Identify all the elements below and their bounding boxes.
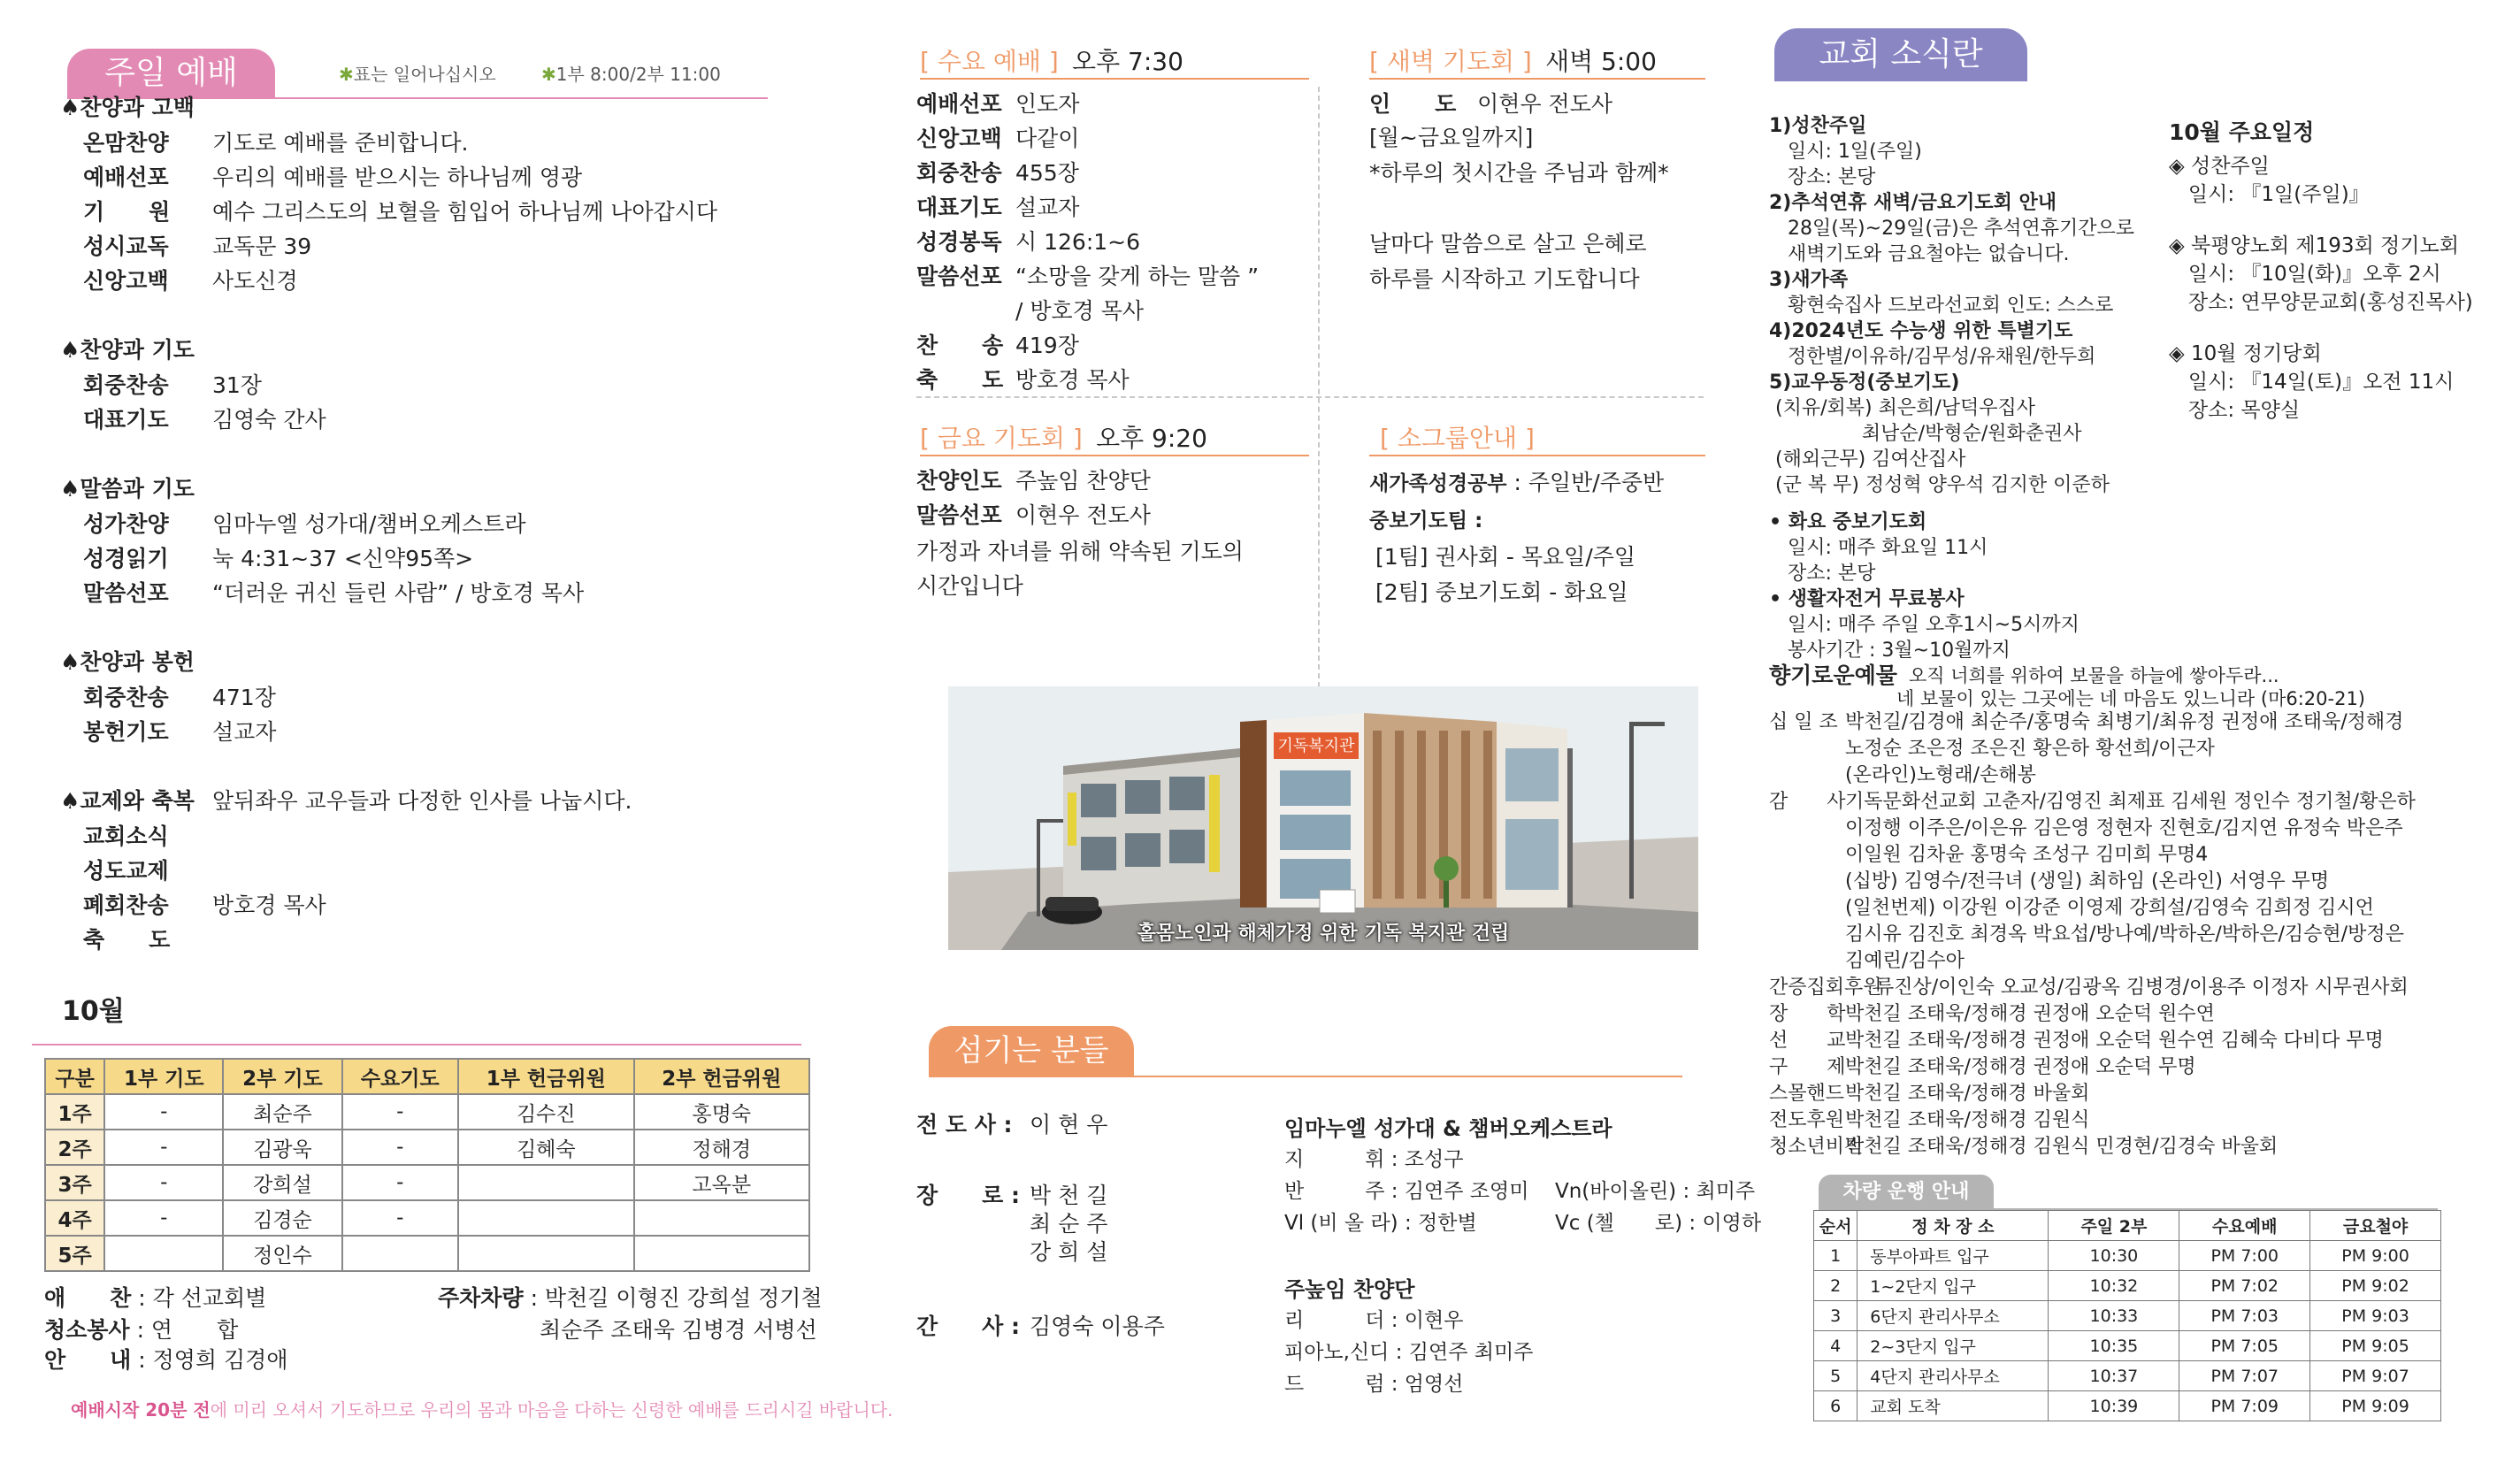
offering-names: (일천번제) 이강원 이강준 이영제 강희설/김영숙 김희정 김시언 [1845,897,2374,919]
car-header-cell: 금요철야 [2310,1211,2441,1241]
duty-cell: 김혜숙 [458,1130,633,1165]
sunday-section-head: ♠교제와 축복 [60,788,195,814]
news-text: 28일(목)~29일(금)은 추석연휴기간으로 [1769,218,2135,240]
wednesday-item-value: 455장 [1015,160,1079,186]
duty-header-cell: 1부 헌금위원 [458,1059,633,1094]
offering-names: 박천길 조태욱/정해경 권정애 오순덕 무명 [1845,1056,2196,1078]
offering-category: 선 교 [1769,1030,1846,1052]
offering-title: 향기로운예물 [1769,663,1897,688]
friday-item-label: 말씀선포 [916,502,1002,528]
friday-item-value: 이현우 전도사 [1015,502,1151,528]
car-cell: PM 7:09 [2179,1391,2310,1421]
offering-names: 류진상/이인숙 오교성/김광옥 김병경/이용주 이정자 시무권사회 [1875,977,2409,999]
duty-cell: - [104,1130,223,1165]
sunday-item-label: 성가찬양 [83,511,169,537]
news-heading: 3)새가족 [1769,269,1849,291]
news-line [1769,216,2134,242]
schedule-item-title: ◈ 10월 정기당회 [2169,342,2322,365]
sunday-item-label: 폐회찬송 [83,892,169,918]
car-cell: 2 [1814,1271,1857,1301]
duty-week-cell: 4주 [45,1200,104,1236]
sunday-item-value: 방호경 목사 [212,892,326,918]
news-line [1769,318,2072,345]
sunday-item-value: 기도로 예배를 준비합니다. [212,130,469,156]
car-cell: 10:39 [2049,1391,2179,1421]
car-cell: PM 9:03 [2310,1301,2441,1331]
wednesday-item-label: 찬 송 [916,333,1004,358]
car-cell: 1 [1814,1241,1857,1271]
offering-names: (온라인)노형래/손해봉 [1845,764,2036,786]
duty-rule [32,1044,801,1046]
duty-cell: - [342,1094,459,1130]
duty-table [44,1058,810,1272]
duty-footer: 예배시작 20분 전에 미리 오셔서 기도하므로 우리의 몸과 마음을 다하는 신령한 예배를 드리시길 바랍니다. [71,1399,893,1421]
sunday-item-label: 교회소식 [83,823,169,849]
dawn-note: [월~금요일까지] [1369,125,1534,150]
duty-cell [458,1165,633,1200]
sunday-section-note: 앞뒤좌우 교우들과 다정한 인사를 나눕시다. [212,788,632,814]
sunday-item-label: 회중찬송 [83,685,169,710]
offering-verse-1: 오직 너희를 위하여 보물을 하늘에 쌓아두라... [1909,665,2279,686]
wednesday-item-label: 축 도 [916,367,1004,393]
news-heading: • 생활자전거 무료봉사 [1769,588,1965,610]
duty-month: 10월 [50,994,137,1030]
car-cell: PM 9:02 [2310,1271,2441,1301]
sunday-section-head: ♠말씀과 기도 [60,476,195,502]
duty-week-cell: 2주 [45,1130,104,1165]
car-cell: PM 9:09 [2310,1391,2441,1421]
news-heading: 2)추석연휴 새벽/금요기도회 안내 [1769,192,2057,214]
duty-row [45,1130,809,1165]
wednesday-item-value: 인도자 [1015,91,1080,117]
offering-category: 장 학 [1769,1003,1846,1025]
news-text: 봉사기간 : 3월~10월까지 [1769,640,2011,662]
news-line [1769,561,1875,587]
car-tab: 차량 운행 안내 [1819,1175,1994,1210]
car-cell: PM 9:07 [2310,1361,2441,1391]
car-cell: PM 9:05 [2310,1331,2441,1361]
building-caption: 홀몸노인과 해체가정 위한 기독 복지관 건립 [1137,923,1510,945]
car-row [1814,1271,2441,1301]
car-cell: 2~3단지 입구 [1857,1331,2049,1361]
sunday-section-head: ♠찬양과 봉헌 [60,649,195,675]
servant-role: 장 로 : [916,1183,1021,1208]
wednesday-item-label: 말씀선포 [916,264,1002,289]
duty-cell: - [104,1200,223,1236]
schedule-item-title: ◈ 북평양노회 제193회 정기노회 [2169,234,2459,257]
car-cell: 10:30 [2049,1241,2179,1271]
news-line [1769,139,1922,165]
duty-cell: 홍명숙 [634,1094,810,1130]
car-header-cell: 주일 2부 [2049,1211,2179,1241]
offering-category: 감 사 [1769,791,1846,813]
car-cell: 동부아파트 입구 [1857,1241,2049,1271]
news-line [1769,612,2080,639]
car-cell: PM 7:02 [2179,1271,2310,1301]
sunday-item-label: 신앙고백 [83,268,169,294]
car-cell: 10:35 [2049,1331,2179,1361]
car-cell: 5 [1814,1361,1857,1391]
friday-item-value: 주높임 찬양단 [1015,468,1151,494]
news-text: 최남순/박형순/원화춘권사 [1769,423,2082,445]
car-row [1814,1301,2441,1331]
schedule-item-title: ◈ 성찬주일 [2169,155,2270,178]
friday-rule [920,455,1309,456]
choir-member: 반 주 : 김연주 조영미 [1284,1180,1529,1203]
choir-member: 지 휘 : 조성구 [1284,1148,1464,1171]
duty-cell [342,1236,459,1271]
news-text: 새벽기도와 금요철야는 없습니다. [1769,243,2070,265]
building-illustration [948,686,1698,950]
duty-cell [458,1236,633,1271]
news-line [1769,535,1988,562]
servant-name: 강 희 설 [1030,1239,1108,1265]
sunday-item-label: 성경읽기 [83,546,169,571]
car-cell: 10:33 [2049,1301,2179,1331]
duty-header-cell: 2부 기도 [223,1059,341,1094]
news-heading: 4)2024년도 수능생 위한 특별기도 [1769,320,2073,342]
car-cell: 3 [1814,1301,1857,1331]
car-cell: 10:37 [2049,1361,2179,1391]
servants-rule [929,1076,1682,1077]
sunday-item-label: 예배선포 [83,165,169,190]
duty-header-cell: 1부 기도 [104,1059,223,1094]
offering-verse-2: 네 보물이 있는 그곳에는 네 마음도 있느니라 (마6:20-21) [1896,688,2366,709]
news-text: 황현숙집사 드보라선교회 인도: 스스로 [1769,295,2114,317]
car-header-cell: 수요예배 [2179,1211,2310,1241]
duty-clean: 청소봉사 : 연 합 [44,1317,239,1343]
sunday-item-label: 기 원 [83,199,171,225]
car-cell: 4 [1814,1331,1857,1361]
sunday-item-value: 471장 [212,685,276,710]
servant-name: 이 현 우 [1030,1112,1108,1137]
wednesday-item-label: 회중찬송 [916,160,1002,186]
duty-week-cell: 5주 [45,1236,104,1271]
car-row [1814,1241,2441,1271]
duty-cell: - [342,1165,459,1200]
wednesday-item-label: 대표기도 [916,195,1002,220]
car-header-cell: 정 차 장 소 [1857,1211,2049,1241]
offering-category: 스몰핸드 [1769,1083,1845,1105]
dawn-note: 날마다 말씀으로 살고 은혜로 [1369,231,1647,257]
schedule-item-detail: 일시: 『10일(화)』오후 2시 [2169,263,2441,286]
car-cell: 10:32 [2049,1271,2179,1301]
schedule-item-detail: 장소: 목양실 [2169,399,2301,422]
news-line [1769,447,1965,473]
duty-row [45,1165,809,1200]
schedule-item-detail: 일시: 『1일(주일)』 [2169,183,2370,206]
news-line [1769,370,1960,396]
duty-cell: 김광욱 [223,1130,341,1165]
offering-names: 김시유 김진호 최경옥 박요섭/방나예/박하온/박하은/김승현/방정은 [1845,923,2404,946]
offering-names: 이정행 이주은/이은유 김은영 정현자 진현호/김지연 유정숙 박은주 [1845,817,2403,839]
wednesday-item-value: 설교자 [1015,195,1080,220]
smallgroup-rule [1369,455,1705,456]
news-text: 장소: 본당 [1769,166,1876,188]
smallgroup-line4: [2팀] 중보기도회 - 화요일 [1375,579,1628,605]
servant-role: 전 도 사 : [916,1112,1013,1137]
choir-member: Vc (첼 로) : 이영하 [1555,1212,1762,1235]
dawn-lead: 인 도 이현우 전도사 [1369,91,1613,117]
news-line [1769,293,2113,319]
sunday-item-value: 김영숙 간사 [212,407,326,433]
car-cell: PM 9:00 [2310,1241,2441,1271]
sunday-item-label: 말씀선포 [83,580,169,606]
car-header-row [1814,1211,2441,1241]
news-line [1769,421,2082,448]
car-cell: PM 7:03 [2179,1301,2310,1331]
sunday-item-value: 예수 그리스도의 보혈을 힘입어 하나님께 나아갑시다 [212,199,718,225]
news-heading: • 화요 중보기도회 [1769,511,1927,533]
duty-row [45,1200,809,1236]
car-cell: PM 7:07 [2179,1361,2310,1391]
offering-category: 청소년비전 [1769,1136,1864,1158]
dawn-rule [1369,78,1705,80]
duty-cell: - [104,1094,223,1130]
friday-note: 시간입니다 [916,573,1023,599]
schedule-title: 10월 주요일정 [2169,119,2315,145]
duty-cell [104,1236,223,1271]
offering-category: 십 일 조 [1769,711,1838,733]
sunday-section-head: ♠찬양과 기도 [60,337,195,363]
news-text: (치유/회복) 최은희/남덕우집사 [1769,397,2036,419]
sunday-item-value: 설교자 [212,719,277,745]
duty-cell [458,1200,633,1236]
duty-week-cell: 3주 [45,1165,104,1200]
wednesday-item-value: 다같이 [1015,126,1080,151]
car-cell: 1~2단지 입구 [1857,1271,2049,1301]
duty-cell: 정인수 [223,1236,341,1271]
car-cell: 6 [1814,1391,1857,1421]
praise-member: 드 럼 : 엄영선 [1284,1373,1464,1396]
news-text: 일시: 1일(주일) [1769,141,1922,163]
news-text: 장소: 본당 [1769,563,1876,585]
duty-cell [634,1200,810,1236]
news-line [1769,165,1875,191]
duty-title: 예배청지기 [142,1012,270,1043]
dawn-note: *하루의 첫시간을 주님과 함께* [1369,160,1669,186]
news-text: (해외근무) 김여산집사 [1769,448,1966,471]
time-note: ✱1부 8:00/2부 11:00 [541,64,721,85]
offering-category: 구 제 [1769,1056,1846,1078]
car-cell: PM 7:00 [2179,1241,2310,1271]
friday-note: 가정과 자녀를 위해 약속된 기도의 [916,539,1244,564]
car-cell: 4단지 관리사무소 [1857,1361,2049,1391]
duty-cell [634,1236,810,1271]
offering-names: 박천길 조태욱/정해경 김원식 민경현/김경숙 바울회 [1845,1136,2279,1158]
car-row [1814,1331,2441,1361]
duty-cell: 정해경 [634,1130,810,1165]
offering-category: 간증집회후원 [1769,977,1882,999]
car-table [1813,1210,2441,1421]
news-text: 일시: 매주 화요일 11시 [1769,537,1988,559]
wednesday-item-value: 시 126:1~6 [1015,229,1140,255]
offering-names: 이일원 김차윤 홍명숙 조성구 김미희 무명4 [1845,844,2209,866]
sunday-item-label: 축 도 [83,927,171,953]
friday-heading: [ 금요 기도회 ] 오후 9:20 [920,424,1207,453]
smallgroup-line3: [1팀] 권사회 - 목요일/주일 [1375,544,1636,570]
duty-cell: - [342,1130,459,1165]
sunday-item-value: 31장 [212,372,262,398]
duty-cell: - [104,1165,223,1200]
car-cell: 교회 도착 [1857,1391,2049,1421]
car-cell: 6단지 관리사무소 [1857,1301,2049,1331]
friday-item-label: 찬양인도 [916,468,1002,494]
duty-header-cell: 수요기도 [342,1059,459,1094]
sunday-item-label: 봉헌기도 [83,719,169,745]
servants-tab: 섬기는 분들 [929,1026,1134,1076]
duty-header-row [45,1059,809,1094]
sunday-tab: 주일 예배 [67,49,275,98]
sunday-item-label: 대표기도 [83,407,169,433]
smallgroup-heading: [ 소그룹안내 ] [1380,424,1535,453]
sunday-item-value: 눅 4:31~37 <신약95쪽> [212,546,474,571]
offering-names: 박천길 조태욱/정해경 권정애 오순덕 원수연 김혜숙 다비다 무명 [1845,1030,2384,1052]
duty-cell: 고옥분 [634,1165,810,1200]
car-header-cell: 순서 [1814,1211,1857,1241]
news-line [1769,395,2035,422]
dawn-note: 하루를 시작하고 기도합니다 [1369,266,1640,292]
car-cell: PM 7:05 [2179,1331,2310,1361]
duty-cell: 김경순 [223,1200,341,1236]
news-tab: 교회 소식란 [1774,28,2027,81]
sunday-item-label: 성도교제 [83,858,169,884]
duty-cell: - [342,1200,459,1236]
wednesday-item-value: 방호경 목사 [1015,367,1130,393]
sunday-item-value: 교독문 39 [212,234,312,259]
offering-names: 노정순 조은정 조은진 황은하 황선희/이근자 [1845,738,2215,760]
duty-header-cell: 구분 [45,1059,104,1094]
middle-divider-h [916,396,1704,398]
offering-category: 전도후원 [1769,1109,1845,1131]
choir-title: 임마누엘 성가대 & 챔버오케스트라 [1284,1116,1612,1141]
news-text: 정한별/이유하/김무성/유채원/한두희 [1769,346,2096,368]
wednesday-item-label: 성경봉독 [916,229,1002,255]
duty-header-cell: 2부 헌금위원 [634,1059,810,1094]
praise-member: 피아노,신디 : 김연주 최미주 [1284,1341,1534,1364]
duty-cell: 김수진 [458,1094,633,1130]
news-line [1769,509,1926,536]
duty-parking-2: 최순주 조태욱 김병경 서병선 [540,1317,817,1343]
building-sign: 기독복지관 [1277,737,1355,755]
duty-choir: 애 찬 : 각 선교회별 [44,1285,267,1311]
servant-role: 간 사 : [916,1314,1021,1339]
duty-cell: 강희설 [223,1165,341,1200]
choir-member: Vl (비 올 라) : 정한별 [1284,1212,1477,1235]
duty-row [45,1094,809,1130]
offering-names: 박천길 조태욱/정해경 김원식 [1845,1109,2090,1131]
sunday-item-label: 성시교독 [83,234,169,259]
offering-names: (십방) 김영수/전극녀 (생일) 최하임 (온라인) 서영우 무명 [1845,870,2330,892]
welfare-building-picture [948,686,1698,950]
offering-names: 기독문화선교회 고춘자/김영진 최제표 김세원 정인수 정기철/황은하 [1845,791,2416,813]
sunday-item-label: 회중찬송 [83,372,169,398]
duty-parking: 주차차량 : 박천길 이형진 강희설 정기철 [438,1285,823,1311]
servant-name: 박 천 길 [1030,1183,1108,1208]
dawn-heading: [ 새벽 기도회 ] 새벽 5:00 [1369,47,1657,76]
sunday-section-head: ♠찬양과 고백 [60,95,195,120]
schedule-item-detail: 일시: 『14일(토)』오전 11시 [2169,371,2455,394]
sunday-item-value: 우리의 예배를 받으시는 하나님께 영광 [212,165,583,190]
news-line [1769,586,1965,613]
wednesday-heading: [ 수요 예배 ] 오후 7:30 [920,47,1183,76]
news-heading: 1)성찬주일 [1769,115,1867,137]
wednesday-item-label: 신앙고백 [916,126,1002,151]
news-text: 일시: 매주 주일 오후1시~5시까지 [1769,614,2080,636]
wednesday-item-value: 419장 [1015,333,1079,358]
wednesday-rule [920,78,1309,80]
news-heading: 5)교우동정(중보기도) [1769,371,1960,394]
schedule-item-detail: 장소: 연무양문교회(홍성진목사) [2169,291,2473,314]
news-line [1769,267,1848,294]
duty-guide: 안 내 : 정영희 김경애 [44,1347,288,1373]
offering-names: 박천길/김경애 최순주/홍명숙 최병기/최유정 권정애 조태욱/정해경 [1845,711,2404,733]
news-line [1769,113,1866,140]
praise-title: 주높임 찬양단 [1284,1277,1415,1302]
sunday-item-value: 임마누엘 성가대/챔버오케스트라 [212,511,526,537]
stand-note: ✱표는 일어나십시오 [339,64,496,85]
sunday-item-label: 온맘찬양 [83,130,169,156]
servant-name: 김영숙 이용주 [1030,1314,1165,1339]
choir-member: Vn(바이올린) : 최미주 [1555,1180,1756,1203]
smallgroup-line2: 중보기도팀 : [1369,509,1483,532]
offering-names: 김예린/김수아 [1845,950,1965,972]
praise-member: 리 더 : 이현우 [1284,1309,1464,1332]
smallgroup-line1: 새가족성경공부 : 주일반/주중반 [1369,470,1665,495]
car-row [1814,1361,2441,1391]
news-text: (군 복 무) 정성혁 양우석 김지한 이준하 [1769,474,2110,496]
wednesday-item-value: “소망을 갖게 하는 말씀 ” [1015,264,1260,289]
duty-row [45,1236,809,1271]
offering-names: 박천길 조태욱/정해경 바울회 [1845,1083,2090,1105]
wednesday-item-label: 예배선포 [916,91,1002,117]
news-line [1769,344,2095,371]
wednesday-item-value: / 방호경 목사 [1015,298,1145,324]
offering-names: 박천길 조태욱/정해경 권정애 오순덕 원수연 [1845,1003,2215,1025]
news-line [1769,472,2110,499]
sunday-item-value: 사도신경 [212,268,298,294]
sunday-item-value: “더러운 귀신 들린 사람” / 방호경 목사 [212,580,585,606]
duty-cell: 최순주 [223,1094,341,1130]
duty-week-cell: 1주 [45,1094,104,1130]
news-line [1769,190,2057,217]
news-line [1769,241,2070,268]
car-row [1814,1391,2441,1421]
servant-name: 최 순 주 [1030,1211,1108,1237]
